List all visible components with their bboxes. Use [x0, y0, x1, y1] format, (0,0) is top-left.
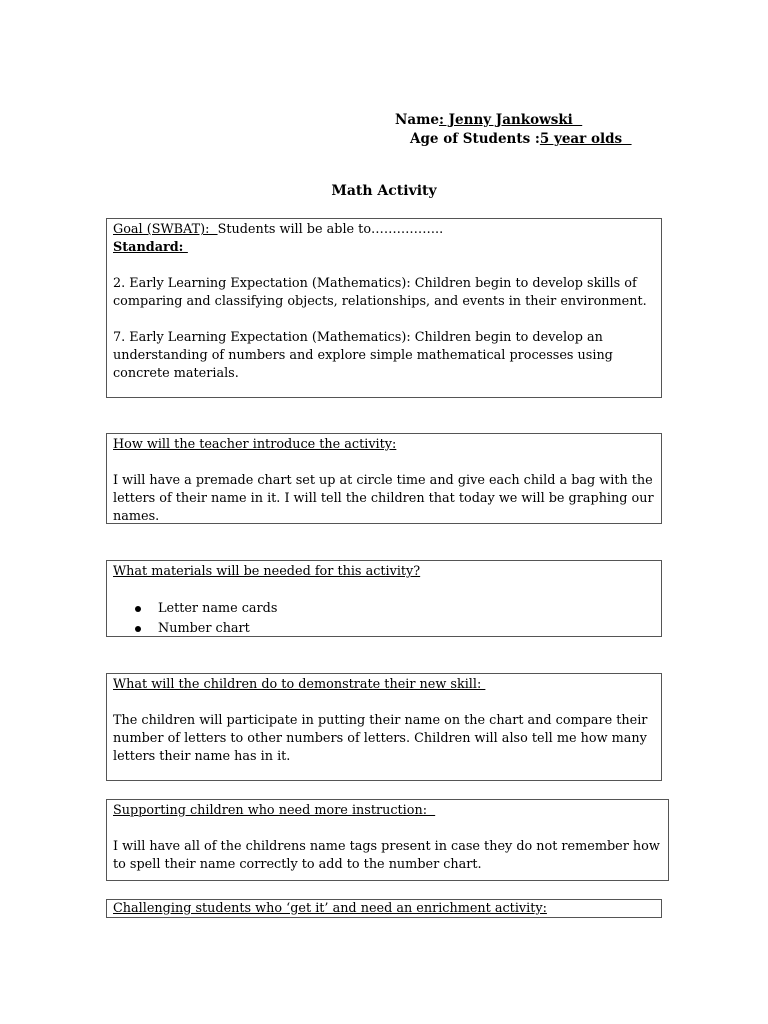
support-label: Supporting children who need more instruction: — [113, 803, 436, 818]
demonstration-label: What will the children do to demonstrate their new skill: — [113, 677, 486, 692]
list-item — [135, 599, 655, 619]
goal-section — [106, 218, 662, 398]
demonstration-text: The children will participate in putting their name on the chart and compare their number of letters to other numbers of letters. Children will also tell me how many letters their name has in it. — [113, 713, 648, 764]
bullet-icon — [135, 606, 141, 612]
materials-list — [113, 599, 655, 639]
page-title: Math Activity — [331, 183, 437, 199]
materials-section — [106, 560, 662, 637]
challenge-label: Challenging students who ‘get it’ and need an enrichment activity: — [113, 901, 547, 916]
introduction-text: I will have a premade chart set up at circle time and give each child a bag with the letters of their name in it. I will tell the children that today we will be graphing our names. — [113, 473, 654, 524]
standard-label: Standard: — [113, 240, 188, 255]
material-item-label: Letter name cards — [158, 601, 278, 616]
goal-text: Students will be able to…………….. — [217, 222, 444, 237]
material-item-label: Number chart — [158, 621, 250, 636]
standard-7-text: 7. Early Learning Expectation (Mathematics): Children begin to develop an understanding of numbers and explore simple mathematical processes using concrete materials. — [113, 330, 613, 381]
materials-label: What materials will be needed for this activity? — [113, 564, 421, 579]
demonstration-section — [106, 673, 662, 781]
goal-line — [113, 221, 655, 239]
standard-2-text: 2. Early Learning Expectation (Mathematics): Children begin to develop skills of comparing and classifying objects, relationships, and events in their environment. — [113, 276, 647, 309]
name-label: Name — [395, 112, 439, 128]
student-age-value: 5 year olds — [539, 131, 632, 147]
student-age-line — [410, 131, 632, 147]
list-item — [135, 619, 655, 639]
challenge-section — [106, 899, 662, 918]
teacher-name-value: : Jenny Jankowski — [438, 112, 583, 128]
support-text: I will have all of the childrens name tags present in case they do not remember how to spell their name correctly to add to the number chart. — [113, 839, 660, 872]
teacher-name-line — [395, 112, 582, 128]
goal-label: Goal (SWBAT): — [113, 222, 218, 237]
introduction-label: How will the teacher introduce the activity: — [113, 437, 397, 452]
age-label: Age of Students : — [410, 131, 540, 147]
introduction-section — [106, 433, 662, 524]
support-section — [106, 799, 669, 881]
bullet-icon — [135, 626, 141, 632]
